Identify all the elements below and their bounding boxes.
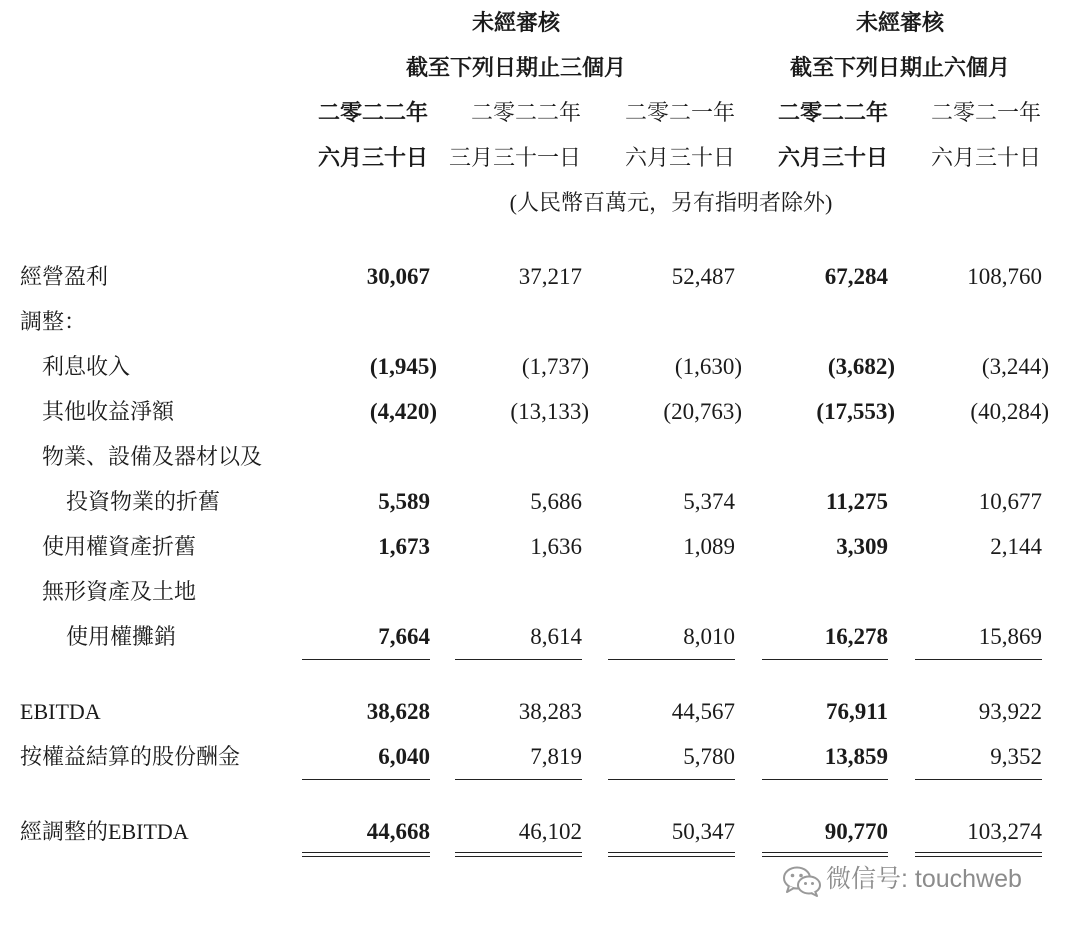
value-6m-jun-2021: 10,677 [978,489,1042,514]
value-6m-jun-2022: 76,911 [826,699,888,724]
value-3m-mar-2022: 46,102 [518,819,582,844]
value-3m-jun-2022: 7,664 [378,624,430,649]
row-label: 無形資產及土地 [42,579,197,604]
rule-segment [455,779,582,780]
row-label: 利息收入 [42,354,131,379]
value-6m-jun-2021: (40,284) [970,399,1049,424]
value-3m-mar-2022: 7,819 [530,744,582,769]
col-6m-jun-2022-year: 二零二二年 [777,100,888,125]
value-6m-jun-2022: 11,275 [826,489,888,514]
rule-segment [302,852,430,857]
value-3m-jun-2021: 5,780 [683,744,735,769]
three-month-period-heading: 截至下列日期止三個月 [405,55,626,80]
table-row-ppe-heading [0,434,1080,479]
rule-segment [455,852,582,857]
value-3m-jun-2022: 38,628 [366,699,430,724]
total-double-rule [0,852,1080,858]
value-6m-jun-2022: (17,553) [816,399,895,424]
table-row-other-gains-net [0,389,1080,434]
row-label: EBITDA [20,699,101,724]
value-3m-jun-2021: 1,089 [683,534,735,559]
wechat-icon [782,865,822,897]
col-6m-jun-2021-year: 二零二一年 [930,100,1041,125]
rule-segment [608,779,735,780]
subtotal-rule [0,779,1080,785]
value-3m-jun-2021: 5,374 [683,489,735,514]
table-row-operating-profit [0,254,1080,299]
value-6m-jun-2022: 67,284 [824,264,888,289]
value-3m-jun-2022: 5,589 [378,489,430,514]
rule-segment [608,852,735,857]
value-3m-jun-2021: (20,763) [663,399,742,424]
col-3m-mar-2022-date: 三月三十一日 [448,145,581,170]
table-row-ebitda [0,689,1080,734]
row-label: 其他收益淨額 [42,399,175,424]
value-6m-jun-2022: 3,309 [836,534,888,559]
rule-segment [302,659,430,660]
value-3m-mar-2022: 1,636 [530,534,582,559]
rule-segment [608,659,735,660]
value-6m-jun-2022: 90,770 [824,819,888,844]
table-row-land-use-amortisation [0,614,1080,659]
value-6m-jun-2021: (3,244) [981,354,1049,379]
row-label: 物業、設備及器材以及 [42,444,263,469]
value-6m-jun-2021: 103,274 [967,819,1042,844]
value-3m-jun-2022: (4,420) [369,399,437,424]
value-6m-jun-2021: 15,869 [978,624,1042,649]
rule-segment [762,659,888,660]
value-3m-jun-2022: 44,668 [366,819,430,844]
value-3m-jun-2022: (1,945) [369,354,437,379]
col-3m-jun-2022-year: 二零二二年 [317,100,428,125]
rule-segment [915,659,1042,660]
row-label: 使用權資產折舊 [42,534,197,559]
col-3m-mar-2022-year: 二零二二年 [470,100,581,125]
value-3m-mar-2022: (1,737) [521,354,589,379]
value-3m-mar-2022: (13,133) [510,399,589,424]
value-6m-jun-2021: 93,922 [978,699,1042,724]
unit-note: (人民幣百萬元，另有指明者除外) [509,190,833,215]
col-3m-jun-2021-year: 二零二一年 [624,100,735,125]
row-label: 調整： [20,309,87,334]
rule-segment [762,852,888,857]
rule-segment [915,779,1042,780]
six-month-period-heading: 截至下列日期止六個月 [789,55,1010,80]
value-3m-jun-2021: 52,487 [671,264,735,289]
table-row-adjusted-ebitda [0,809,1080,854]
row-label: 經營盈利 [20,264,109,289]
value-3m-jun-2022: 1,673 [378,534,430,559]
value-3m-jun-2021: 8,010 [683,624,735,649]
three-month-audit-status: 未經審核 [471,10,560,35]
value-3m-jun-2022: 6,040 [378,744,430,769]
col-3m-jun-2021-date: 六月三十日 [624,145,735,170]
value-3m-mar-2022: 5,686 [530,489,582,514]
table-row-adjustments-heading [0,299,1080,344]
value-3m-mar-2022: 8,614 [530,624,582,649]
value-6m-jun-2022: 13,859 [824,744,888,769]
value-3m-jun-2021: (1,630) [674,354,742,379]
rule-segment [302,779,430,780]
table-row-share-based-compensation [0,734,1080,779]
row-label: 投資物業的折舊 [66,489,221,514]
rule-segment [915,852,1042,857]
row-label: 經調整的EBITDA [20,819,189,844]
value-3m-mar-2022: 38,283 [518,699,582,724]
value-3m-jun-2021: 50,347 [671,819,735,844]
value-6m-jun-2021: 9,352 [990,744,1042,769]
value-6m-jun-2022: (3,682) [827,354,895,379]
row-label: 按權益結算的股份酬金 [20,744,241,769]
watermark-text: 微信号: touchweb [826,865,1022,893]
value-6m-jun-2022: 16,278 [824,624,888,649]
col-6m-jun-2021-date: 六月三十日 [930,145,1041,170]
value-6m-jun-2021: 108,760 [967,264,1042,289]
table-row-intangibles-heading [0,569,1080,614]
table-row-interest-income [0,344,1080,389]
row-label: 使用權攤銷 [66,624,177,649]
value-6m-jun-2021: 2,144 [990,534,1042,559]
table-row-ppe-depreciation [0,479,1080,524]
subtotal-rule [0,659,1080,665]
six-month-audit-status: 未經審核 [855,10,944,35]
value-3m-jun-2022: 30,067 [366,264,430,289]
rule-segment [762,779,888,780]
col-3m-jun-2022-date: 六月三十日 [317,145,428,170]
value-3m-mar-2022: 37,217 [518,264,582,289]
col-6m-jun-2022-date: 六月三十日 [777,145,888,170]
rule-segment [455,659,582,660]
table-row-rou-depreciation [0,524,1080,569]
value-3m-jun-2021: 44,567 [671,699,735,724]
